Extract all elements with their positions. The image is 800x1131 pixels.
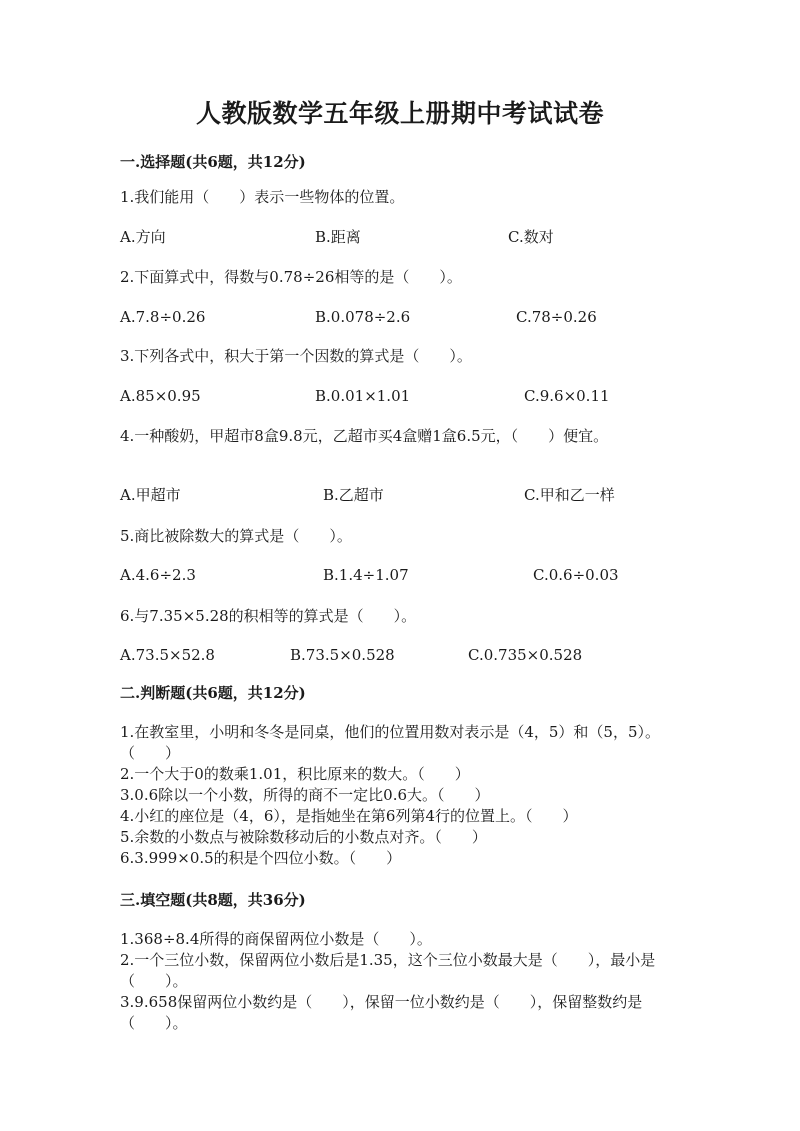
choice-3-option-b: B.0.01×1.01: [315, 387, 411, 405]
judgment-item-4: 4.小红的座位是（4，6），是指她坐在第6列第4行的位置上。（ ）: [120, 807, 578, 825]
section-heading-judgment: 二.判断题(共6题，共12分): [120, 684, 306, 702]
choice-3-option-c: C.9.6×0.11: [524, 387, 610, 405]
choice-5-option-c: C.0.6÷0.03: [533, 566, 619, 584]
section-heading-choice: 一.选择题(共6题，共12分): [120, 153, 306, 171]
choice-5-option-b: B.1.4÷1.07: [323, 566, 409, 584]
judgment-item-5: 5.余数的小数点与被除数移动后的小数点对齐。（ ）: [120, 828, 487, 846]
judgment-item-6: 6.3.999×0.5的积是个四位小数。（ ）: [120, 849, 402, 867]
judgment-item-2: 2.一个大于0的数乘1.01，积比原来的数大。（ ）: [120, 765, 470, 783]
fill-blank-item-2: 2.一个三位小数，保留两位小数后是1.35，这个三位小数最大是（ ），最小是（ ）。: [120, 951, 656, 990]
choice-question-6: 6.与7.35×5.28的积相等的算式是（ ）。: [120, 607, 417, 625]
choice-6-option-c: C.0.735×0.528: [468, 646, 583, 664]
choice-6-option-a: A.73.5×52.8: [120, 646, 215, 664]
choice-2-option-a: A.7.8÷0.26: [120, 308, 206, 326]
choice-5-option-a: A.4.6÷2.3: [120, 566, 196, 584]
judgment-item-3: 3.0.6除以一个小数，所得的商不一定比0.6大。（ ）: [120, 786, 490, 804]
choice-4-option-a: A.甲超市: [120, 486, 181, 504]
choice-question-5: 5.商比被除数大的算式是（ ）。: [120, 527, 352, 545]
fill-blank-item-1: 1.368÷8.4所得的商保留两位小数是（ ）。: [120, 930, 432, 948]
judgment-item-1: 1.在教室里，小明和冬冬是同桌，他们的位置用数对表示是（4，5）和（5，5）。（ ）: [120, 723, 660, 762]
exam-title: 人教版数学五年级上册期中考试试卷: [195, 99, 604, 128]
choice-2-option-c: C.78÷0.26: [516, 308, 597, 326]
choice-1-option-a: A.方向: [120, 228, 166, 246]
choice-question-1: 1.我们能用（ ）表示一些物体的位置。: [120, 188, 405, 206]
choice-question-2: 2.下面算式中，得数与0.78÷26相等的是（ ）。: [120, 268, 462, 286]
choice-1-option-b: B.距离: [315, 228, 361, 246]
choice-2-option-b: B.0.078÷2.6: [315, 308, 411, 326]
choice-4-option-c: C.甲和乙一样: [524, 486, 615, 504]
choice-3-option-a: A.85×0.95: [120, 387, 201, 405]
choice-question-4: 4.一种酸奶，甲超市8盒9.8元，乙超市买4盒赠1盒6.5元，（ ）便宜。: [120, 427, 609, 445]
choice-question-3: 3.下列各式中，积大于第一个因数的算式是（ ）。: [120, 347, 472, 365]
section-heading-fill-blank: 三.填空题(共8题，共36分): [120, 891, 306, 909]
choice-4-option-b: B.乙超市: [323, 486, 384, 504]
choice-6-option-b: B.73.5×0.528: [290, 646, 395, 664]
fill-blank-item-3: 3.9.658保留两位小数约是（ ），保留一位小数约是（ ），保留整数约是（ ）。: [120, 993, 643, 1032]
choice-1-option-c: C.数对: [508, 228, 554, 246]
